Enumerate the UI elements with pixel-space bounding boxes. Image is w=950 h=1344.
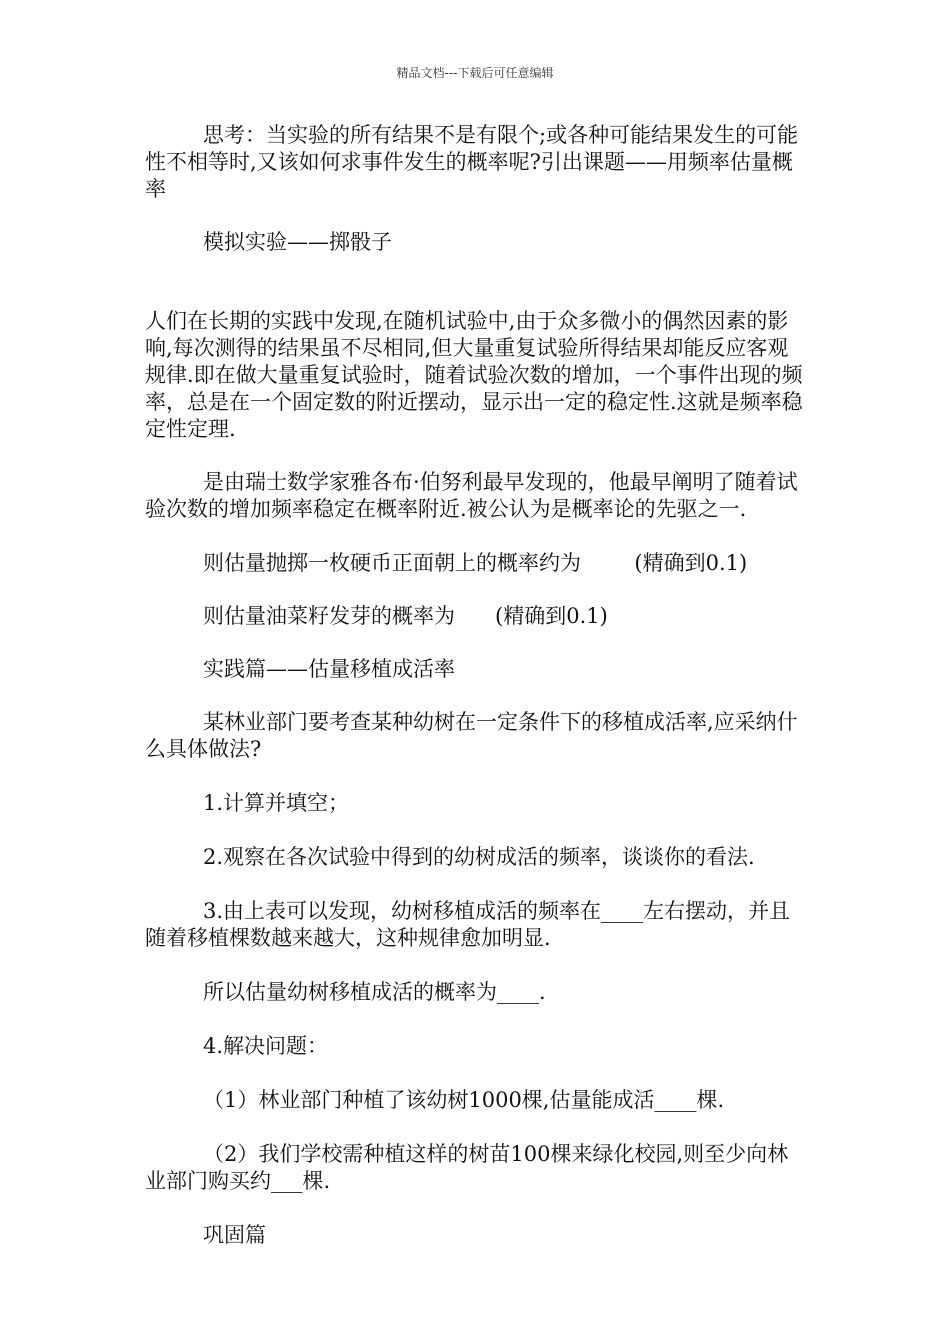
document-body bbox=[145, 122, 807, 1249]
paragraph-forestry-question: 某林业部门要考查某种幼树在一定条件下的移植成活率,应采纳什么具体做法? bbox=[145, 710, 798, 761]
section-title-practice: 实践篇——估量移植成活率 bbox=[203, 657, 455, 681]
list-item-step2: 2.观察在各次试验中得到的幼树成活的频率，谈谈你的看法. bbox=[203, 845, 755, 869]
page-header: 精品文档---下载后可任意编辑 bbox=[396, 66, 554, 80]
list-item-sub1: （1）林业部门种植了该幼树1000棵,估量能成活____棵. bbox=[203, 1088, 725, 1112]
list-item-step1: 1.计算并填空； bbox=[203, 791, 350, 815]
paragraph-seed: 则估量油菜籽发芽的概率为 (精确到0.1) bbox=[203, 604, 608, 628]
paragraph-thinking: 思考：当实验的所有结果不是有限个;或各种可能结果发生的可能性不相等时,又该如何求事件发生的概率呢?引出课题——用频率估量概率 bbox=[145, 123, 799, 201]
paragraph-estimate: 所以估量幼树移植成活的概率为____. bbox=[203, 980, 546, 1004]
paragraph-simulation: 模拟实验——掷骰子 bbox=[203, 230, 392, 254]
list-item-step3: 3.由上表可以发现，幼树移植成活的频率在____左右摆动，并且随着移植棵数越来越大，这种规律愈加明显. bbox=[145, 899, 791, 950]
list-item-sub2: （2）我们学校需种植这样的树苗100棵来绿化校园,则至少向林业部门购买约___棵. bbox=[145, 1142, 789, 1193]
paragraph-frequency-stability: 人们在长期的实践中发现,在随机试验中,由于众多微小的偶然因素的影响,每次测得的结果虽不尽相同,但大量重复试验所得结果却能反应客观规律.即在做大量重复试验时，随着试验次数的增加，一个事件出现的频率，总是在一个固定数的附近摆动，显示出一定的稳定性.这就是频率稳定性定理. bbox=[145, 309, 803, 441]
paragraph-coin: 则估量抛掷一枚硬币正面朝上的概率约为 (精确到0.1) bbox=[203, 551, 748, 575]
list-item-step4: 4.解决问题： bbox=[203, 1034, 329, 1058]
section-title-consolidate: 巩固篇 bbox=[203, 1223, 266, 1247]
paragraph-bernoulli: 是由瑞士数学家雅各布·伯努利最早发现的，他最早阐明了随着试验次数的增加频率稳定在概率附近.被公认为是概率论的先驱之一. bbox=[145, 470, 798, 521]
